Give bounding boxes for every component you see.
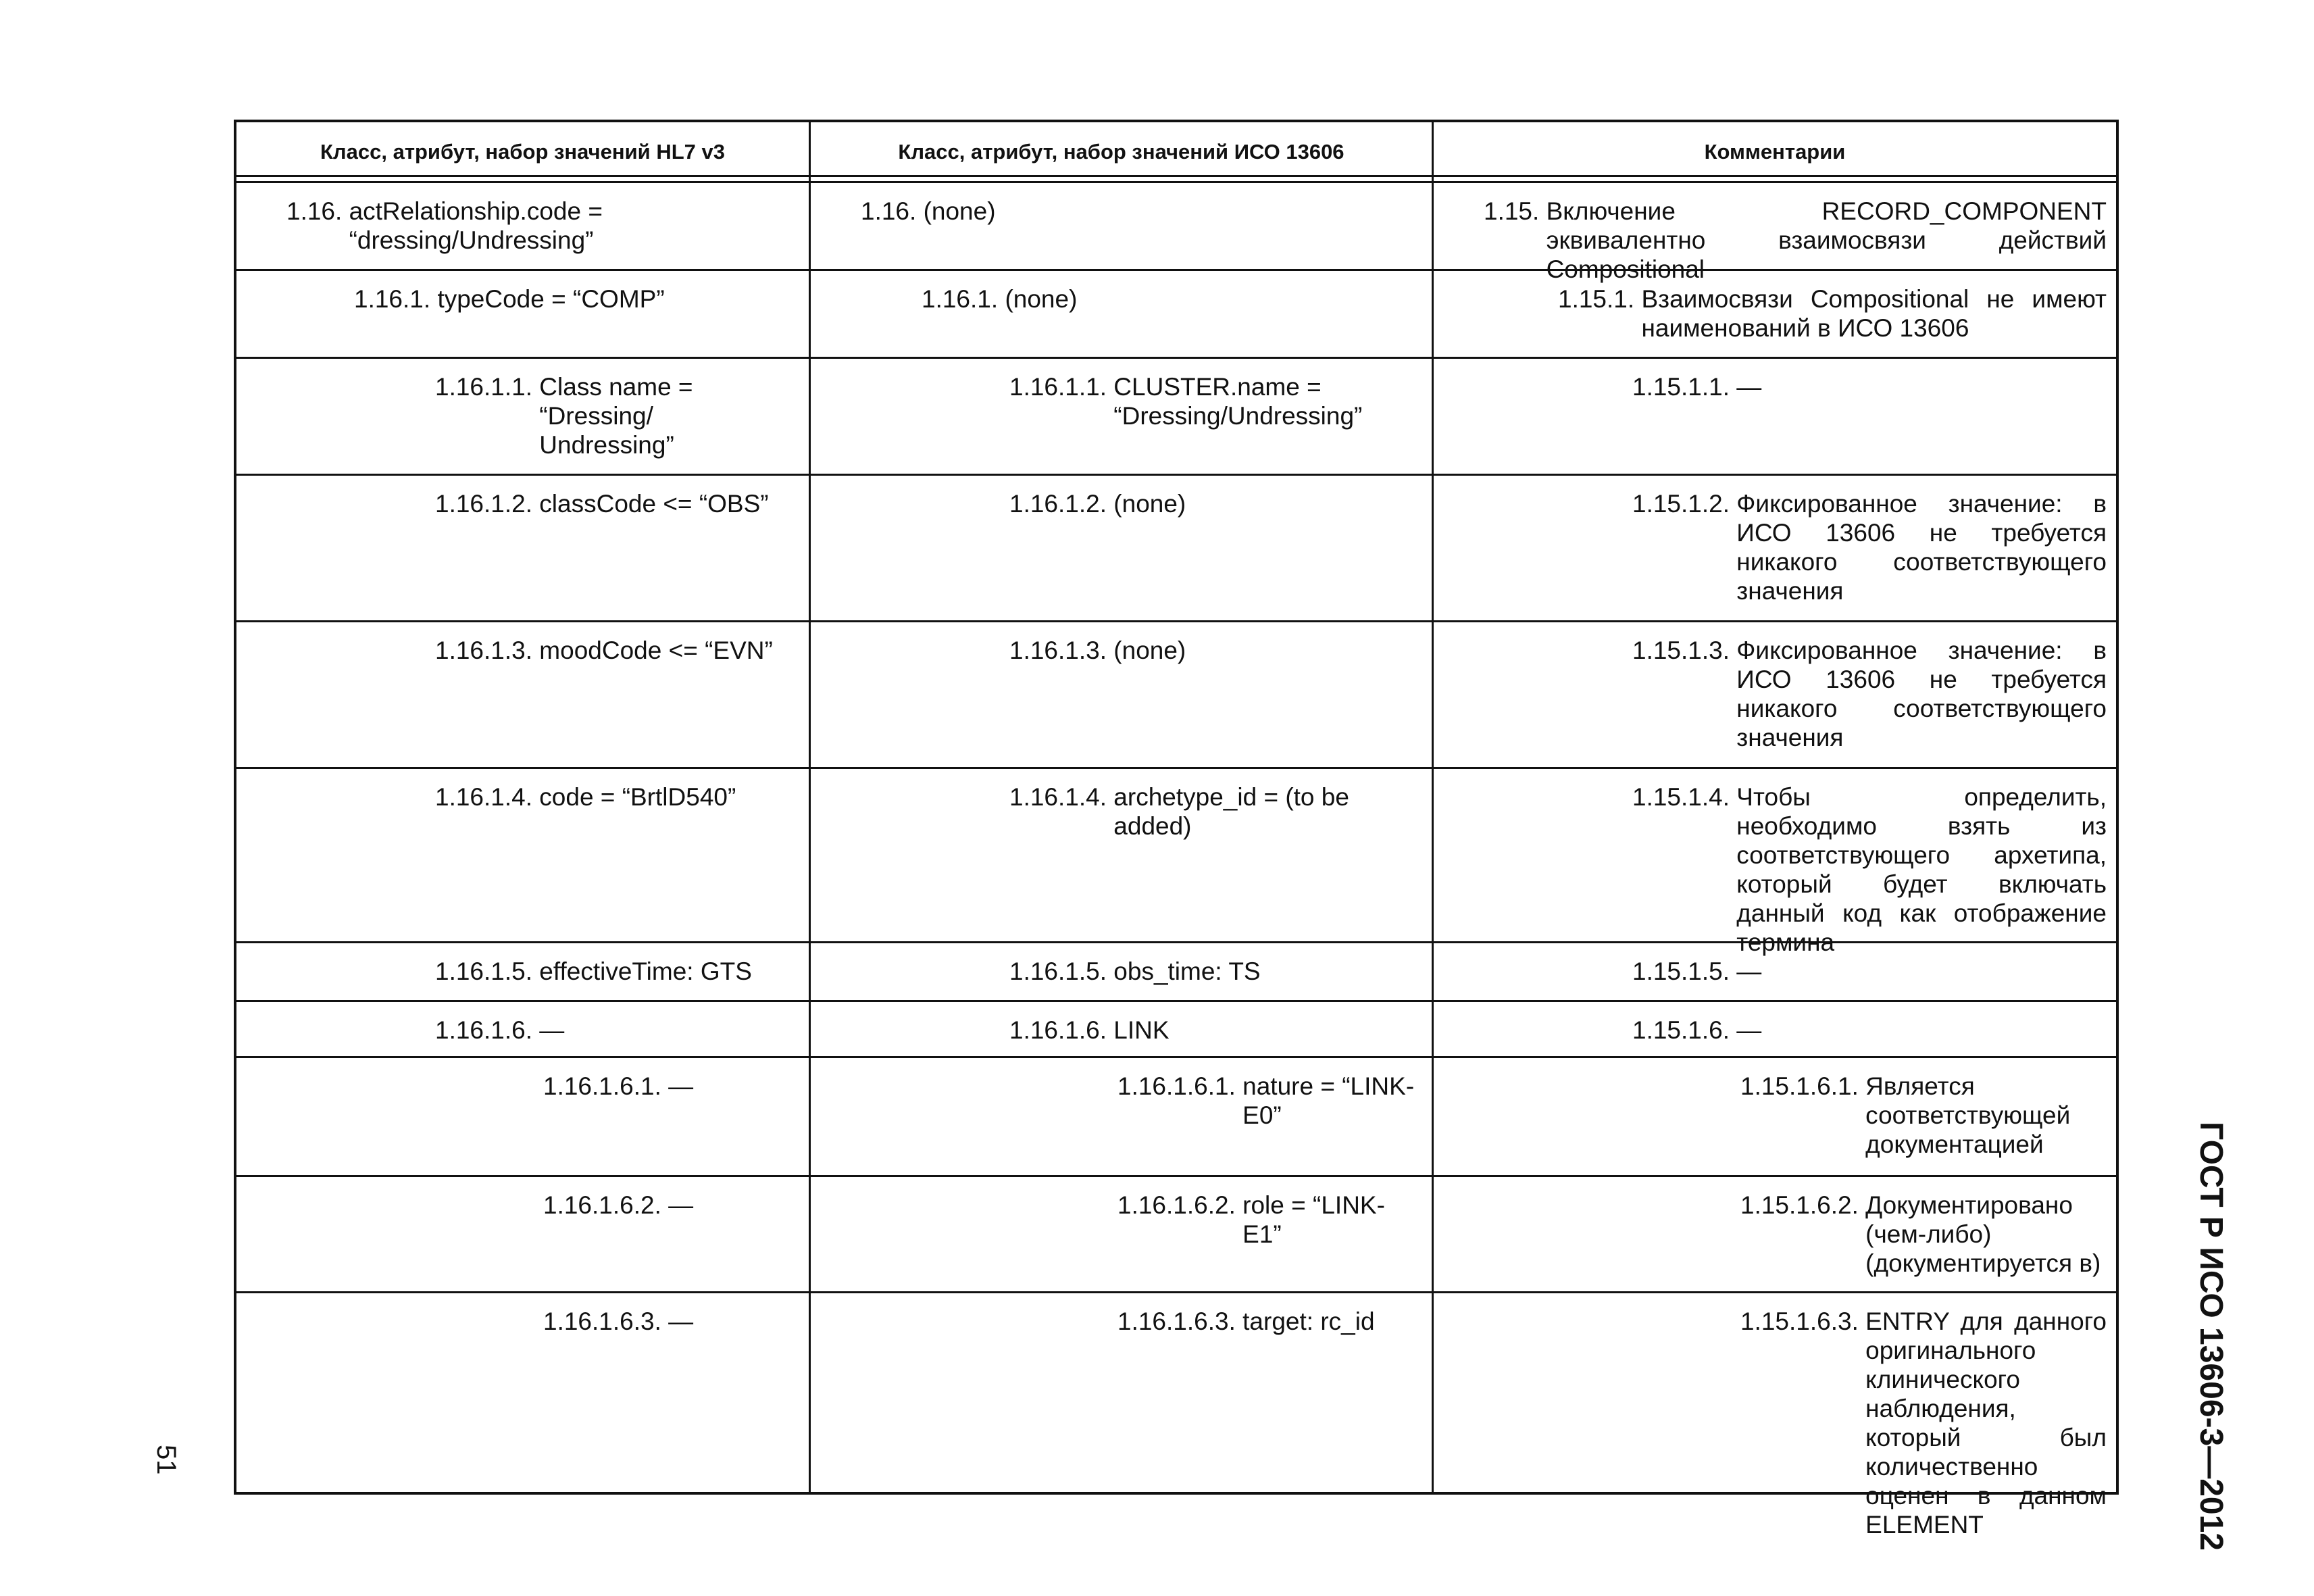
item-text: Включение RECORD_COMPONENT эквивалентно взаимосвязи действий Compositional	[1546, 197, 2107, 283]
item-number: 1.16.1.	[922, 285, 999, 313]
item-text: (none)	[1005, 285, 1078, 313]
item-text: Фиксированное значение: в ИСО 13606 не требуется никакого соответствующего значения	[1736, 490, 2107, 605]
header-hl7: Класс, атрибут, набор значений HL7 v3	[236, 122, 811, 175]
item-number: 1.15.1.6.	[1632, 1016, 1730, 1044]
cell-comments	[1434, 183, 2116, 283]
item-text: (none)	[1113, 490, 1186, 518]
cell-iso	[811, 1058, 1434, 1175]
table-row	[236, 183, 2116, 283]
table-row	[236, 271, 2116, 359]
item-text: code = “BrtlD540”	[539, 783, 736, 811]
item-text: actRelationship.code = “dressing/Undressing”	[349, 197, 603, 254]
item-text: archetype_id = (to be added)	[1113, 783, 1349, 840]
separator-cell	[811, 177, 1434, 181]
cell-iso	[811, 1293, 1434, 1492]
item-number: 1.16.1.1.	[1009, 373, 1107, 401]
cell-hl7	[236, 1177, 811, 1291]
cell-comments	[1434, 1058, 2116, 1175]
item-text: LINK	[1113, 1016, 1169, 1044]
table-row	[236, 769, 2116, 956]
cell-hl7	[236, 622, 811, 767]
item-number: 1.16.1.5.	[435, 957, 533, 985]
item-text: effectiveTime: GTS	[539, 957, 752, 985]
item-text: classCode <= “OBS”	[539, 490, 769, 518]
cell-hl7	[236, 1058, 811, 1175]
item-number: 1.16.1.3.	[1009, 637, 1107, 664]
cell-iso	[811, 943, 1434, 1000]
item-text: Является соответствующей документацией	[1865, 1072, 2071, 1158]
table-row	[236, 1177, 2116, 1293]
cell-hl7	[236, 769, 811, 941]
table-row	[236, 359, 2116, 476]
item-text: Документировано (чем-либо) (документируется в)	[1865, 1191, 2101, 1277]
mapping-table	[234, 120, 2119, 1539]
item-text: (none)	[923, 197, 996, 225]
cell-comments	[1434, 622, 2116, 767]
cell-hl7	[236, 359, 811, 474]
cell-hl7	[236, 183, 811, 269]
item-number: 1.16.1.6.	[1009, 1016, 1107, 1044]
cell-hl7	[236, 1002, 811, 1056]
item-number: 1.15.1.2.	[1632, 490, 1730, 518]
cell-hl7	[236, 271, 811, 357]
item-text: —	[668, 1072, 694, 1100]
cell-comments	[1434, 769, 2116, 956]
cell-iso	[811, 1177, 1434, 1291]
cell-comments	[1434, 476, 2116, 620]
item-number: 1.15.1.6.3.	[1740, 1307, 1859, 1335]
item-number: 1.16.1.	[354, 285, 431, 313]
cell-hl7	[236, 1293, 811, 1492]
item-number: 1.16.1.6.3.	[543, 1307, 661, 1335]
item-text: moodCode <= “EVN”	[539, 637, 773, 664]
header-separator	[236, 177, 2116, 183]
cell-iso	[811, 359, 1434, 474]
table-row	[236, 1002, 2116, 1058]
item-text: role = “LINK-E1”	[1242, 1191, 1385, 1248]
item-number: 1.16.1.2.	[435, 490, 533, 518]
item-number: 1.15.1.	[1558, 285, 1635, 313]
cell-comments	[1434, 943, 2116, 1000]
header-iso: Класс, атрибут, набор значений ИСО 13606	[811, 122, 1434, 175]
cell-comments	[1434, 1293, 2116, 1539]
table-row	[236, 1293, 2116, 1539]
item-text: target: rc_id	[1242, 1307, 1375, 1335]
item-number: 1.15.	[1484, 197, 1540, 225]
cell-comments	[1434, 1002, 2116, 1056]
item-number: 1.16.1.6.1.	[543, 1072, 661, 1100]
cell-iso	[811, 769, 1434, 941]
item-text: CLUSTER.name = “Dressing/Undressing”	[1113, 373, 1363, 430]
item-number: 1.16.1.4.	[435, 783, 533, 811]
item-text: —	[1736, 373, 1762, 401]
item-text: Class name = “Dressing/ Undressing”	[539, 373, 693, 459]
table-row	[236, 1058, 2116, 1177]
cell-comments	[1434, 359, 2116, 474]
item-number: 1.16.1.4.	[1009, 783, 1107, 811]
item-text: —	[1736, 957, 1762, 985]
document-code: ГОСТ Р ИСО 13606-3—2012	[2193, 1122, 2229, 1551]
item-text: Взаимосвязи Compositional не имеют наименований в ИСО 13606	[1641, 285, 2107, 342]
item-text: Чтобы определить, необходимо взять из соответствующего архетипа, который будет включать данный код как отображение термина	[1736, 783, 2107, 956]
cell-iso	[811, 271, 1434, 357]
item-number: 1.16.1.6.2.	[543, 1191, 661, 1219]
item-number: 1.15.1.1.	[1632, 373, 1730, 401]
item-number: 1.16.1.5.	[1009, 957, 1107, 985]
item-number: 1.15.1.3.	[1632, 637, 1730, 664]
item-number: 1.16.1.3.	[435, 637, 533, 664]
page-number: 51	[151, 1445, 181, 1475]
table-header-row	[236, 122, 2116, 177]
item-text: (none)	[1113, 637, 1186, 664]
item-number: 1.15.1.6.2.	[1740, 1191, 1859, 1219]
item-text: —	[1736, 1016, 1762, 1044]
separator-cell	[1434, 177, 2116, 181]
item-number: 1.16.	[286, 197, 343, 225]
table-row	[236, 622, 2116, 769]
cell-iso	[811, 1002, 1434, 1056]
cell-hl7	[236, 943, 811, 1000]
item-number: 1.16.1.1.	[435, 373, 533, 401]
cell-comments	[1434, 271, 2116, 357]
item-number: 1.15.1.5.	[1632, 957, 1730, 985]
cell-hl7	[236, 476, 811, 620]
item-number: 1.16.1.6.2.	[1117, 1191, 1236, 1219]
item-text: —	[668, 1191, 694, 1219]
header-comments: Комментарии	[1704, 140, 1846, 164]
cell-comments	[1434, 1177, 2116, 1291]
item-text: obs_time: TS	[1113, 957, 1261, 985]
item-number: 1.15.1.6.1.	[1740, 1072, 1859, 1100]
item-number: 1.16.	[861, 197, 917, 225]
item-number: 1.15.1.4.	[1632, 783, 1730, 811]
item-text: —	[668, 1307, 694, 1335]
cell-iso	[811, 622, 1434, 767]
table-row	[236, 943, 2116, 1002]
separator-cell	[236, 177, 811, 181]
item-number: 1.16.1.6.	[435, 1016, 533, 1044]
table-row	[236, 476, 2116, 622]
item-number: 1.16.1.6.3.	[1117, 1307, 1236, 1335]
cell-iso	[811, 476, 1434, 620]
item-text: nature = “LINK-E0”	[1242, 1072, 1415, 1129]
cell-iso	[811, 183, 1434, 269]
item-text: Фиксированное значение: в ИСО 13606 не требуется никакого соответствующего значения	[1736, 637, 2107, 751]
item-text: —	[539, 1016, 565, 1044]
item-text: typeCode = “COMP”	[437, 285, 665, 313]
item-number: 1.16.1.6.1.	[1117, 1072, 1236, 1100]
item-number: 1.16.1.2.	[1009, 490, 1107, 518]
item-text: ENTRY для данного оригинального клинического наблюдения, который был количественно оценен в данном ELEMENT	[1865, 1307, 2107, 1539]
